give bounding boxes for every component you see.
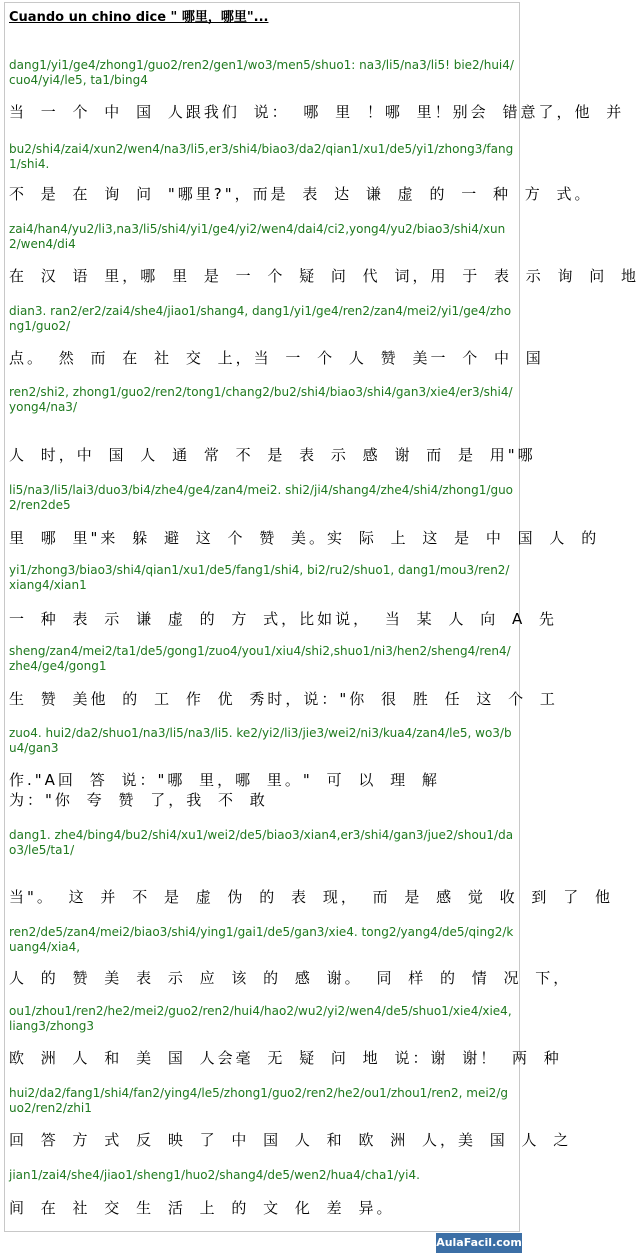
- pinyin-line: li5/na3/li5/lai3/duo3/bi4/zhe4/ge4/zan4/mei2. shi2/ji4/shang4/zhe4/shi4/zhong1/guo2/ren2de5: [9, 483, 514, 512]
- chinese-line: 生 赞 美他 的 工 作 优 秀时，说："你 很 胜 任 这 个 工: [9, 690, 558, 708]
- chinese-line: 在 汉 语 里，哪 里 是 一 个 疑 问 代 词，用 于 表 示 询 问 地: [9, 267, 639, 285]
- chinese-line: 一 种 表 示 谦 虚 的 方 式，比如说， 当 某 人 向 A 先: [9, 610, 558, 628]
- pinyin-line: yi1/zhong3/biao3/shi4/qian1/xu1/de5/fang1/shi4, bi2/ru2/shuo1, dang1/mou3/ren2/xiang4/xian1: [9, 563, 510, 592]
- pinyin-line: ou1/zhou1/ren2/he2/mei2/guo2/ren2/hui4/hao2/wu2/yi2/wen4/de5/shuo1/xie4/xie4, liang3/zhong3: [9, 1004, 512, 1033]
- aulafacil-logo[interactable]: AulaFacil.com: [436, 1233, 522, 1253]
- chinese-line: 人 时，中 国 人 通 常 不 是 表 示 感 谢 而 是 用"哪: [9, 446, 536, 464]
- pinyin-line: jian1/zai4/she4/jiao1/sheng1/huo2/shang4/de5/wen2/hua4/cha1/yi4.: [9, 1168, 420, 1182]
- chinese-line: 人 的 赞 美 表 示 应 该 的 感 谢。 同 样 的 情 况 下，: [9, 969, 572, 987]
- pinyin-line: zuo4. hui2/da2/shuo1/na3/li5/na3/li5. ke2/yi2/li3/jie3/wei2/ni3/kua4/zan4/le5, wo3/bu4/gan3: [9, 726, 512, 755]
- pinyin-line: zai4/han4/yu2/li3,na3/li5/shi4/yi1/ge4/yi2/wen4/dai4/ci2,yong4/yu2/biao3/shi4/xun2/wen4/di4: [9, 222, 506, 251]
- chinese-line: 回 答 方 式 反 映 了 中 国 人 和 欧 洲 人，美 国 人 之: [9, 1131, 572, 1149]
- pinyin-line: bu2/shi4/zai4/xun2/wen4/na3/li5,er3/shi4/biao3/da2/qian1/xu1/de5/yi1/zhong3/fang1/shi4.: [9, 142, 514, 171]
- page-title[interactable]: Cuando un chino dice " 哪里，哪里"...: [9, 10, 269, 25]
- pinyin-line: ren2/de5/zan4/mei2/biao3/shi4/ying1/gai1/de5/gan3/xie4. tong2/yang4/de5/qing2/kuang4/xia4,: [9, 925, 514, 954]
- chinese-line: 当 一 个 中 国 人跟我们 说： 哪 里 ！哪 里！别会 错意了，他 并: [9, 103, 625, 121]
- chinese-line: 不 是 在 询 问 "哪里?"，而是 表 达 谦 虚 的 一 种 方 式。: [9, 185, 593, 203]
- pinyin-line: hui2/da2/fang1/shi4/fan2/ying4/le5/zhong1/guo2/ren2/he2/ou1/zhou1/ren2, mei2/guo2/ren2/zhi1: [9, 1086, 508, 1115]
- pinyin-line: dian3. ran2/er2/zai4/she4/jiao1/shang4, dang1/yi1/ge4/ren2/zan4/mei2/yi1/ge4/zhong1/guo2/: [9, 304, 512, 333]
- pinyin-line: dang1. zhe4/bing4/bu2/shi4/xu1/wei2/de5/biao3/xian4,er3/shi4/gan3/jue2/shou1/dao3/le5/ta1/: [9, 828, 514, 857]
- chinese-line: 作."A回 答 说："哪 里，哪 里。" 可 以 理 解 为："你 夸 赞 了，我 不 敢: [9, 771, 440, 809]
- pinyin-line: sheng/zan4/mei2/ta1/de5/gong1/zuo4/you1/xiu4/shi2,shuo1/ni3/hen2/sheng4/ren4/zhe4/ge4/gong1: [9, 644, 511, 673]
- chinese-line: 里 哪 里"来 躲 避 这 个 赞 美。实 际 上 这 是 中 国 人 的: [9, 529, 600, 547]
- chinese-line: 间 在 社 交 生 活 上 的 文 化 差 异。: [9, 1199, 395, 1217]
- pinyin-line: ren2/shi2, zhong1/guo2/ren2/tong1/chang2/bu2/shi4/biao3/shi4/gan3/xie4/er3/shi4/yong4/na3/: [9, 385, 513, 414]
- pinyin-line: dang1/yi1/ge4/zhong1/guo2/ren2/gen1/wo3/men5/shuo1: na3/li5/na3/li5! bie2/hui4/cuo4/yi4/le5, ta1/bing4: [9, 58, 514, 87]
- chinese-line: 点。 然 而 在 社 交 上，当 一 个 人 赞 美一 个 中 国: [9, 349, 544, 367]
- chinese-line: 欧 洲 人 和 美 国 人会毫 无 疑 问 地 说：谢 谢！ 两 种: [9, 1049, 562, 1067]
- chinese-line: 当"。 这 并 不 是 虚 伪 的 表 现， 而 是 感 觉 收 到 了 他: [9, 888, 613, 906]
